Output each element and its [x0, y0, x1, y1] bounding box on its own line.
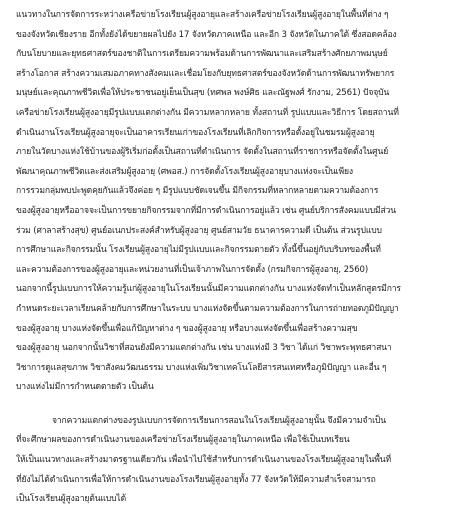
text-line: ของผู้สูงอายุ บางแห่งจัดขึ้นเพื่อแก้ปัญหาต่าง ๆ ของผู้สูงอายุ หรือบางแห่งจัดขึ้นเพื่อสร้างความสุข: [16, 323, 358, 334]
text-line: ของผู้สูงอายุหรืออาจจะเป็นการขยายกิจกรรมจากที่มีการดำเนินการอยู่แล้ว เช่น ศูนย์บริการสังคมแบบมีส่วน: [16, 205, 397, 216]
text-line: กำหนดระยะเวลาเรียนคล้ายกับการศึกษาในระบบ บางแห่งจัดขึ้นตามความต้องการในการถ่ายทอดภูมิปัญญา: [16, 303, 399, 314]
text-line: นอกจากนี้รูปแบบการให้ความรู้แก่ผู้สูงอายุในโรงเรียนนั้นมีความแตกต่างกัน บางแห่งจัดทำเป็นหลักสูตรมีการ: [16, 284, 401, 295]
text-line: การรวมกลุ่มพบปะพูดคุยกันแล้วจึงค่อย ๆ มีรูปแบบชัดเจนขึ้น มีกิจกรรมที่หลากหลายตามความต้องการ: [16, 186, 379, 197]
paragraph-2: [16, 412, 433, 510]
paragraph-spacer: [16, 398, 433, 412]
text-line: วิชาการดูแลสุขภาพ วิชาสังคมวัฒนธรรม บางแห่งเพิ่มวิชาเทคโนโลยีสารสนเทศหรือภูมิปัญญา และอื่น ๆ: [16, 362, 387, 373]
text-line: บางแห่งไม่มีการกำหนดตายตัว เป็นต้น: [16, 382, 154, 393]
text-line: แนวทางในการจัดการระหว่างเครือข่ายโรงเรียนผู้สูงอายุและสร้างเครือข่ายโรงเรียนผู้สูงอายุในพื้นที่ต่าง ๆ: [16, 10, 389, 20]
text-line: สร้างโอกาส สร้างความเสมอภาคทางสังคมและเชื่อมโยงกับยุทธศาสตร์ของจังหวัดด้านการพัฒนาทรัพยากร: [16, 68, 395, 79]
text-line: และความต้องการของผู้สูงอายุและหน่วยงานที่เป็นเจ้าภาพในการจัดตั้ง (กรมกิจการผู้สูงอายุ, 2560): [16, 264, 369, 275]
paragraph-1: [16, 6, 433, 398]
text-line: มนุษย์และคุณภาพชีวิตเพื่อให้ประชาชนอยู่เย็นเป็นสุข (ทศพล พงษ์ศิธ และณัฐพงศ์ รักงาม, 2561) ปัจจุบัน: [16, 88, 390, 99]
text-line: ดำเนินงานโรงเรียนผู้สูงอายุจะเป็นอาคารเรียนเก่าของโรงเรียนที่เลิกกิจการหรือตั้งอยู่ในชมรมผู้สูงอายุ: [16, 127, 375, 138]
text-line: เครือข่ายโรงเรียนผู้สูงอายุมีรูปแบบแตกต่างกัน มีความหลากหลาย ทั้งสถานที่ รูปแบบและวิธีการ โดยสถานที่: [16, 107, 399, 118]
text-line: ของผู้สูงอายุ นอกจากนั้นวิชาที่สอนยังมีความแตกต่างกัน เช่น บางแห่งมี 3 วิชา ได้แก่ วิชาพระพุทธศาสนา: [16, 343, 392, 354]
text-line: ที่ยังไม่ได้ดำเนินการเพื่อให้การดำเนินงานของโรงเรียนผู้สูงอายุทั้ง 77 จังหวัดให้มีความสำเร็จสามารถ: [16, 474, 376, 485]
text-line: ภายในวัดบางแห่งใช้บ้านของผู้ริเริ่มก่อตั้งเป็นสถานที่ดำเนินการ จัดตั้งในสถานที่ราชการหรือจัดตั้งในศูนย์: [16, 147, 389, 158]
text-line: ที่จะศึกษาผลของการดำเนินงานของเครือข่ายโรงเรียนผู้สูงอายุในภาคเหนือ เพื่อใช้เป็นบทเรียน: [16, 435, 350, 446]
text-line: พัฒนาคุณภาพชีวิตและส่งเสริมผู้สูงอายุ (ศพอส.) การจัดตั้งโรงเรียนผู้สูงอายุบางแห่งจะเป็นเพียง: [16, 166, 353, 177]
text-line: ให้เป็นแนวทางและสร้างมาตรฐานเดียวกัน เพื่อนำไปใช้สำหรับการดำเนินงานของโรงเรียนผู้สูงอายุในพื้นที่: [16, 455, 392, 466]
text-line: เป็นโรงเรียนผู้สูงอายุต้นแบบได้: [16, 494, 127, 505]
text-line: ของจังหวัดเชียงราย อีกทั้งยังได้ขยายผลไปยัง 17 จังหวัดภาคเหนือ และอีก 3 จังหวัดในภาคใต้ ซึ่งสอดคล้อง: [16, 29, 397, 40]
text-line: จากความแตกต่างของรูปแบบการจัดการเรียนการสอนในโรงเรียนผู้สูงอายุนั้น จึงมีความจำเป็น: [52, 415, 386, 426]
text-line: ร่วม (ศาลาสร้างสุข) ศูนย์อเนกประสงค์สำหรับผู้สูงอายุ ศูนย์สามวัย ธนาคารความดี เป็นต้น ส่วนรูปแบบ: [16, 225, 382, 236]
text-line: กับนโยบายและยุทธศาสตร์ของชาติในการเตรียมความพร้อมด้านการพัฒนาและเสริมสร้างศักยภาพมนุษย์: [16, 49, 388, 60]
text-line: การศึกษาและกิจกรรมนั้น โรงเรียนผู้สูงอายุไม่มีรูปแบบและกิจกรรมตายตัว ทั้งนี้ขึ้นอยู่กับบริบทของพื้นที่: [16, 245, 381, 256]
